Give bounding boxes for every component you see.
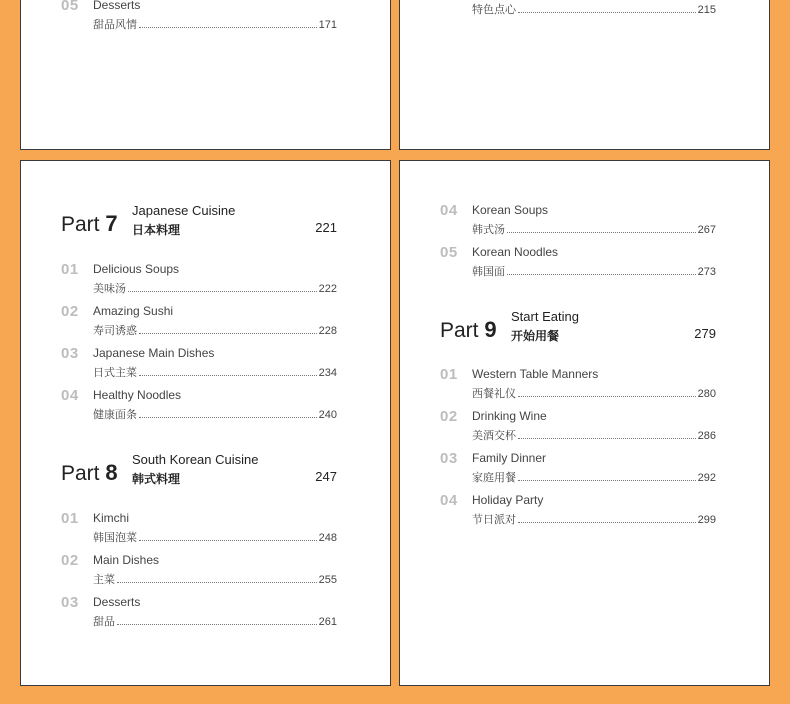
dot-leader <box>139 18 317 28</box>
dot-leader <box>518 471 696 481</box>
entry-number: 03 <box>440 450 458 467</box>
entry-title: Korean Soups <box>472 203 549 217</box>
entry-line <box>472 427 716 443</box>
entry-number: 03 <box>61 345 79 362</box>
part-title-zh: 日本料理 <box>132 223 181 237</box>
part-title-en: South Korean Cuisine <box>132 452 259 467</box>
dot-leader <box>128 282 317 292</box>
entry-page: 234 <box>318 367 337 379</box>
entry-page: 267 <box>697 224 716 236</box>
part-title-zh: 韩式料理 <box>132 472 181 486</box>
entry-line <box>472 385 716 401</box>
entry-line <box>93 364 337 380</box>
toc-entry[interactable] <box>61 510 337 550</box>
entry-title-zh: 韩国面 <box>472 266 505 278</box>
entry-page: 171 <box>318 19 337 31</box>
entry-line <box>93 322 337 338</box>
part-title-en: Start Eating <box>511 309 579 324</box>
entry-line <box>472 511 716 527</box>
entry-title-zh: 甜品 <box>93 616 115 628</box>
entry-title-zh: 家庭用餐 <box>472 472 516 484</box>
entry-number: 02 <box>61 303 79 320</box>
entry-page: 286 <box>697 430 716 442</box>
entry-number: 01 <box>440 366 458 383</box>
dot-leader <box>139 531 317 541</box>
entry-number: 04 <box>61 387 79 404</box>
toc-entry[interactable] <box>440 202 716 242</box>
toc-entry[interactable] <box>440 366 716 406</box>
entry-page: 299 <box>697 514 716 526</box>
dot-leader <box>139 324 317 334</box>
entry-page: 261 <box>318 616 337 628</box>
entry-line <box>93 529 337 545</box>
part-title-en: Japanese Cuisine <box>132 203 236 218</box>
entry-page: 273 <box>697 266 716 278</box>
entry-title-zh: 甜品风情 <box>93 19 137 31</box>
dot-leader <box>518 513 696 523</box>
toc-page-bottom-right <box>399 160 770 686</box>
entry-title-zh: 韩国泡菜 <box>93 532 137 544</box>
part-page: 247 <box>315 469 337 484</box>
entry-title: Main Dishes <box>93 553 160 567</box>
entry-number: 05 <box>61 0 79 14</box>
toc-entry[interactable] <box>440 450 716 490</box>
toc-entry[interactable] <box>440 244 716 284</box>
toc-entry[interactable] <box>61 0 337 37</box>
entry-title: Korean Noodles <box>472 245 559 259</box>
toc-entry[interactable] <box>61 261 337 301</box>
entry-title-zh: 西餐礼仪 <box>472 388 516 400</box>
entry-page: 292 <box>697 472 716 484</box>
dot-leader <box>507 265 696 275</box>
entry-line <box>472 221 716 237</box>
part-heading <box>61 452 337 494</box>
entry-title-zh: 日式主菜 <box>93 367 137 379</box>
dot-leader <box>139 408 317 418</box>
entry-title: Japanese Main Dishes <box>93 346 215 360</box>
entry-number: 03 <box>61 594 79 611</box>
toc-entry[interactable] <box>61 345 337 385</box>
entry-title: Family Dinner <box>472 451 547 465</box>
entry-title: Healthy Noodles <box>93 388 182 402</box>
toc-entry[interactable] <box>61 303 337 343</box>
part-page: 221 <box>315 220 337 235</box>
part-title-zh: 开始用餐 <box>511 329 560 343</box>
dot-leader <box>518 429 696 439</box>
entry-number: 02 <box>440 408 458 425</box>
toc-entry[interactable] <box>440 492 716 532</box>
entry-title: Delicious Soups <box>93 262 180 276</box>
toc-page-bottom-left <box>20 160 391 686</box>
entry-page: 215 <box>697 4 716 16</box>
entry-title: Drinking Wine <box>472 409 547 423</box>
entry-number: 02 <box>61 552 79 569</box>
toc-entry[interactable] <box>440 0 716 22</box>
entry-line <box>93 16 337 32</box>
entry-title: Holiday Party <box>472 493 544 507</box>
entry-page: 255 <box>318 574 337 586</box>
dot-leader <box>139 366 317 376</box>
entry-number: 04 <box>440 202 458 219</box>
entry-page: 222 <box>318 283 337 295</box>
entry-title-zh: 主菜 <box>93 574 115 586</box>
entry-number: 04 <box>440 492 458 509</box>
entry-title: Kimchi <box>93 511 130 525</box>
entry-line <box>93 280 337 296</box>
part-label: Part 9 <box>440 317 497 342</box>
entry-page: 248 <box>318 532 337 544</box>
part-label: Part 7 <box>61 211 118 236</box>
part-label: Part 8 <box>61 460 118 485</box>
entry-title: Desserts <box>93 595 141 609</box>
toc-entry[interactable] <box>61 552 337 592</box>
entry-page: 280 <box>697 388 716 400</box>
toc-page-top-right <box>399 0 770 150</box>
entry-line <box>93 571 337 587</box>
entry-number: 05 <box>440 244 458 261</box>
entry-title-zh: 寿司诱惑 <box>93 325 137 337</box>
toc-entry[interactable] <box>440 408 716 448</box>
entry-title-zh: 特色点心 <box>472 4 516 16</box>
entry-line <box>472 263 716 279</box>
dot-leader <box>507 223 696 233</box>
entry-title-zh: 健康面条 <box>93 409 137 421</box>
part-heading <box>61 203 337 245</box>
entry-title-zh: 美酒交杯 <box>472 430 516 442</box>
part-page: 279 <box>694 326 716 341</box>
entry-title: Western Table Manners <box>472 367 599 381</box>
toc-entry[interactable] <box>61 594 337 634</box>
entry-number: 01 <box>61 510 79 527</box>
dot-leader <box>117 573 317 583</box>
entry-title-zh: 美味汤 <box>93 283 126 295</box>
entry-page: 228 <box>318 325 337 337</box>
entry-line <box>93 406 337 422</box>
toc-page-top-left <box>20 0 391 150</box>
dot-leader <box>518 387 696 397</box>
entry-line <box>93 613 337 629</box>
part-heading <box>440 309 716 351</box>
entry-line <box>472 469 716 485</box>
entry-title-zh: 韩式汤 <box>472 224 505 236</box>
entry-title: Amazing Sushi <box>93 304 174 318</box>
entry-title: Desserts <box>93 0 141 12</box>
dot-leader <box>117 615 317 625</box>
entry-line <box>472 1 716 17</box>
entry-number: 01 <box>61 261 79 278</box>
entry-page: 240 <box>318 409 337 421</box>
toc-entry[interactable] <box>61 387 337 427</box>
entry-title-zh: 节日派对 <box>472 514 516 526</box>
dot-leader <box>518 3 696 13</box>
